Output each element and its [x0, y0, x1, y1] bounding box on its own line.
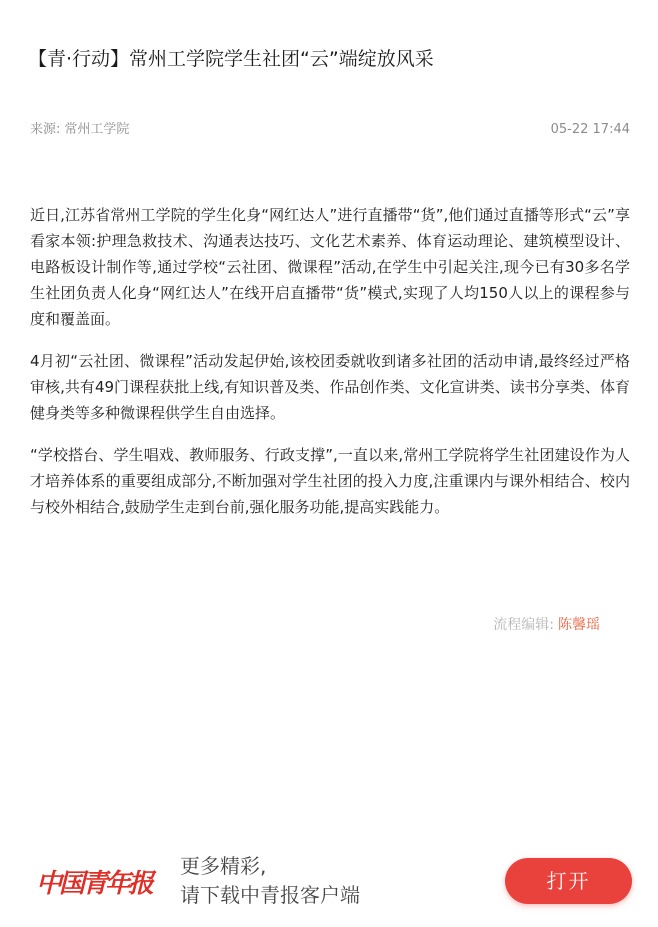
source-value: 常州工学院	[64, 122, 130, 137]
china-youth-daily-logo	[36, 852, 160, 900]
app-download-banner	[0, 842, 658, 927]
article-body	[30, 202, 630, 536]
logo-text: 中国青年报	[36, 869, 152, 899]
article-paragraph-2: 4月初“云社团、微课程”活动发起伊始,该校团委就收到诸多社团的活动申请,最终经过严格审核,共有49门课程获批上线,有知识普及类、作品创作类、文化宣讲类、读书分享类、体育健身类等多种微课程供学生自由选择。	[30, 352, 630, 422]
article-meta	[30, 120, 630, 140]
article-source	[30, 120, 129, 140]
publish-time: 05-22 17:44	[550, 122, 630, 137]
editor-label: 流程编辑:	[493, 617, 554, 633]
open-app-button[interactable]: 打开	[505, 858, 632, 904]
article-editor	[493, 614, 600, 636]
article-paragraph-1: 近日,江苏省常州工学院的学生化身“网红达人”进行直播带“货”,他们通过直播等形式“云”享看家本领:护理急救技术、沟通表达技巧、文化艺术素养、体育运动理论、建筑模型设计、电路板设计制作等,通过学校“云社团、微课程”活动,在学生中引起关注,现今已有30多名学生社团负责人化身“网红达人”在线开启直播带“货”模式,实现了人均150人以上的课程参与度和覆盖面。	[30, 206, 630, 328]
article-paragraph-3: “学校搭台、学生唱戏、教师服务、行政支撑”,一直以来,常州工学院将学生社团建设作为人才培养体系的重要组成部分,不断加强对学生社团的投入力度,注重课内与课外相结合、校内与校外相结合,鼓励学生走到台前,强化服务功能,提高实践能力。	[30, 446, 630, 516]
source-label: 来源:	[30, 122, 61, 137]
editor-name: 陈馨瑶	[558, 617, 600, 633]
promo-line-2: 请下载中青报客户端	[180, 883, 360, 907]
article-title: 【青·行动】常州工学院学生社团“云”端绽放风采	[28, 48, 434, 70]
promo-line-1: 更多精彩,	[180, 854, 267, 878]
download-promo-text	[180, 852, 360, 910]
